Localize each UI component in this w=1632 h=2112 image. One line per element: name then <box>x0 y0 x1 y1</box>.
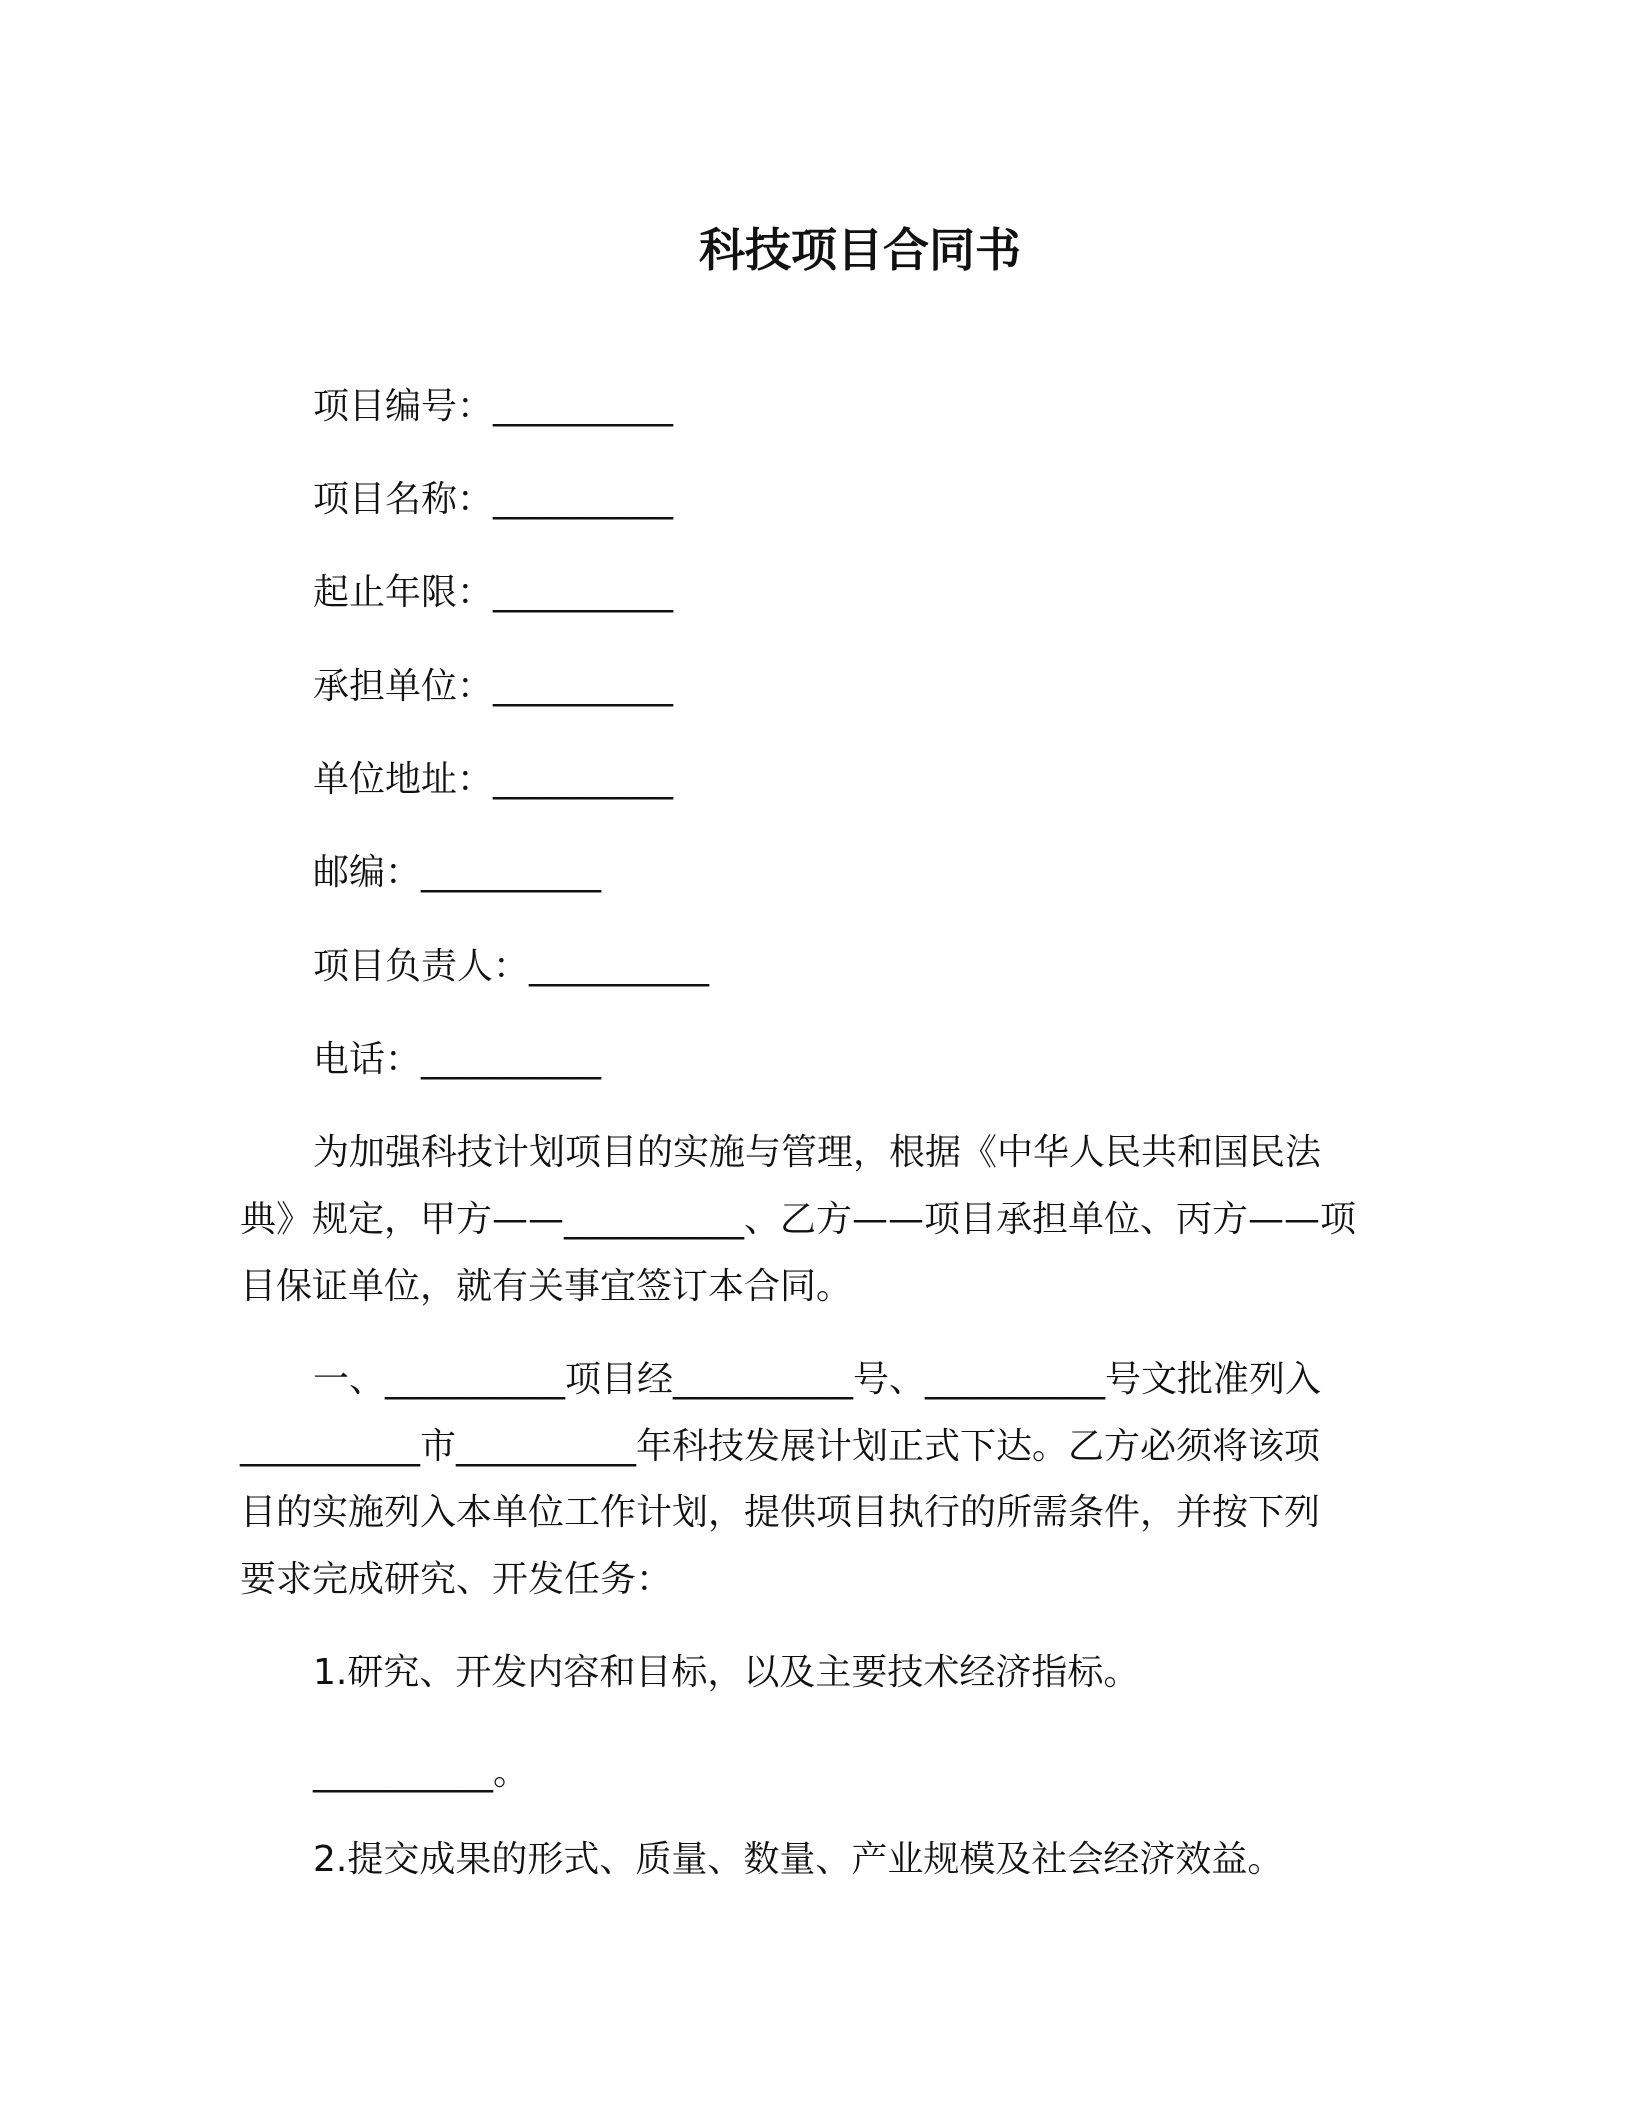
field-period: 起止年限：__________ <box>313 572 674 613</box>
section1-line: 一、__________项目经__________号、__________号文批准列入 <box>313 1359 1322 1400</box>
intro-line: 为加强科技计划项目的实施与管理，根据《中华人民共和国民法 <box>313 1132 1322 1173</box>
section1-line: __________市__________年科技发展计划正式下达。乙方必须将该项 <box>240 1426 1321 1467</box>
intro-line: 典》规定，甲方——__________、乙方——项目承担单位、丙方——项 <box>240 1199 1357 1240</box>
item-1-blank: __________。 <box>313 1752 530 1793</box>
field-project-leader: 项目负责人：__________ <box>313 946 710 987</box>
section1-line: 要求完成研究、开发任务： <box>240 1559 673 1600</box>
field-phone: 电话：__________ <box>313 1039 602 1080</box>
field-project-name: 项目名称：__________ <box>313 479 674 520</box>
document-title: 科技项目合同书 <box>699 223 1021 277</box>
field-unit-address: 单位地址：__________ <box>313 759 674 800</box>
field-postcode: 邮编：__________ <box>313 852 602 893</box>
section1-line: 目的实施列入本单位工作计划，提供项目执行的所需条件，并按下列 <box>240 1492 1321 1533</box>
field-undertaking-unit: 承担单位：__________ <box>313 666 674 707</box>
item-1-heading: 1.研究、开发内容和目标，以及主要技术经济指标。 <box>313 1652 1140 1693</box>
intro-line: 目保证单位，就有关事宜签订本合同。 <box>240 1266 853 1307</box>
item-2-heading: 2.提交成果的形式、质量、数量、产业规模及社会经济效益。 <box>313 1839 1284 1880</box>
field-project-number: 项目编号：__________ <box>313 386 674 427</box>
